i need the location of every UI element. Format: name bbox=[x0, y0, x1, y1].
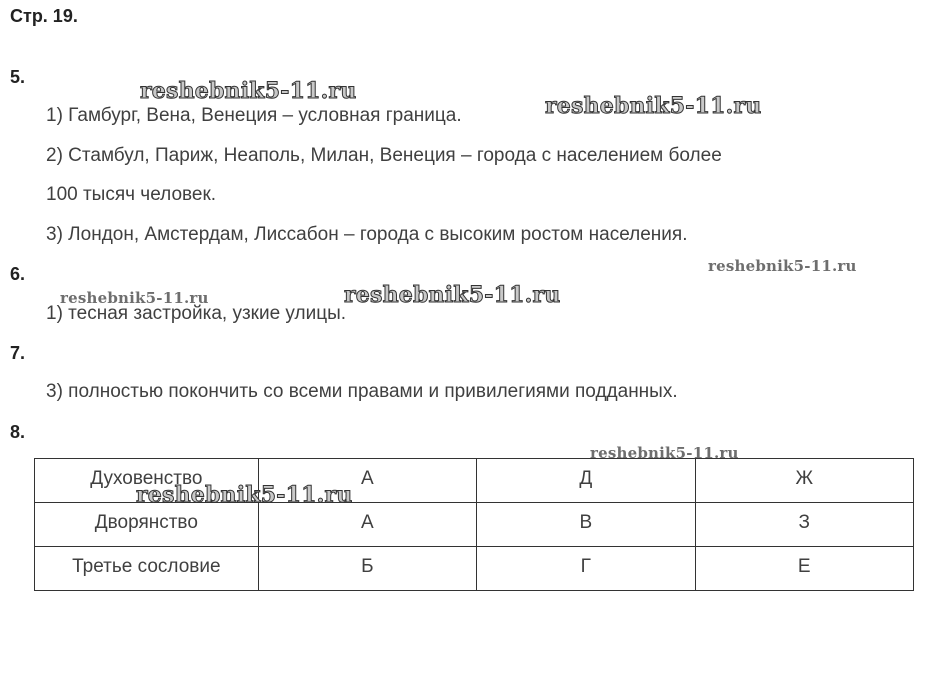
table-cell: Г bbox=[477, 547, 695, 591]
watermark: reshebnik5-11.ru bbox=[590, 444, 739, 462]
question-7-number: 7. bbox=[10, 343, 26, 363]
table-cell: Е bbox=[695, 547, 913, 591]
watermark: reshebnik5-11.ru bbox=[545, 93, 762, 119]
table-cell: Б bbox=[258, 547, 476, 591]
question-6-number: 6. bbox=[10, 264, 26, 284]
table-row bbox=[35, 547, 914, 591]
watermark: reshebnik5-11.ru bbox=[708, 257, 857, 275]
watermark: reshebnik5-11.ru bbox=[344, 282, 561, 308]
table-cell: Д bbox=[477, 459, 695, 503]
table-cell: А bbox=[258, 503, 476, 547]
question-5-answer-3: 3) Лондон, Амстердам, Лиссабон – города с высоким ростом населения. bbox=[46, 224, 688, 245]
watermark: reshebnik5-11.ru bbox=[140, 78, 357, 104]
table-cell: З bbox=[695, 503, 913, 547]
page-number-title: Стр. 19. bbox=[10, 6, 78, 26]
question-8-number: 8. bbox=[10, 422, 26, 442]
estate-cell: Третье сословие bbox=[35, 547, 259, 591]
question-5-number: 5. bbox=[10, 67, 26, 87]
table-cell: Ж bbox=[695, 459, 913, 503]
table-cell: В bbox=[477, 503, 695, 547]
question-7-answer: 3) полностью покончить со всеми правами и привилегиями подданных. bbox=[46, 381, 678, 402]
question-6-answer: 1) тесная застройка, узкие улицы. bbox=[46, 303, 347, 324]
watermark: reshebnik5-11.ru bbox=[60, 289, 209, 307]
table-cell: А bbox=[258, 459, 476, 503]
watermark: reshebnik5-11.ru bbox=[136, 482, 353, 508]
estates-table bbox=[34, 458, 914, 591]
estate-cell: Дворянство bbox=[35, 503, 259, 547]
estate-cell: Духовенство bbox=[35, 459, 259, 503]
table-row bbox=[35, 503, 914, 547]
question-5-answer-2-cont: 100 тысяч человек. bbox=[46, 184, 217, 205]
question-5-answer-2: 2) Стамбул, Париж, Неаполь, Милан, Венеция – города с населением более bbox=[46, 145, 722, 166]
question-5-answer-1: 1) Гамбург, Вена, Венеция – условная граница. bbox=[46, 105, 462, 126]
